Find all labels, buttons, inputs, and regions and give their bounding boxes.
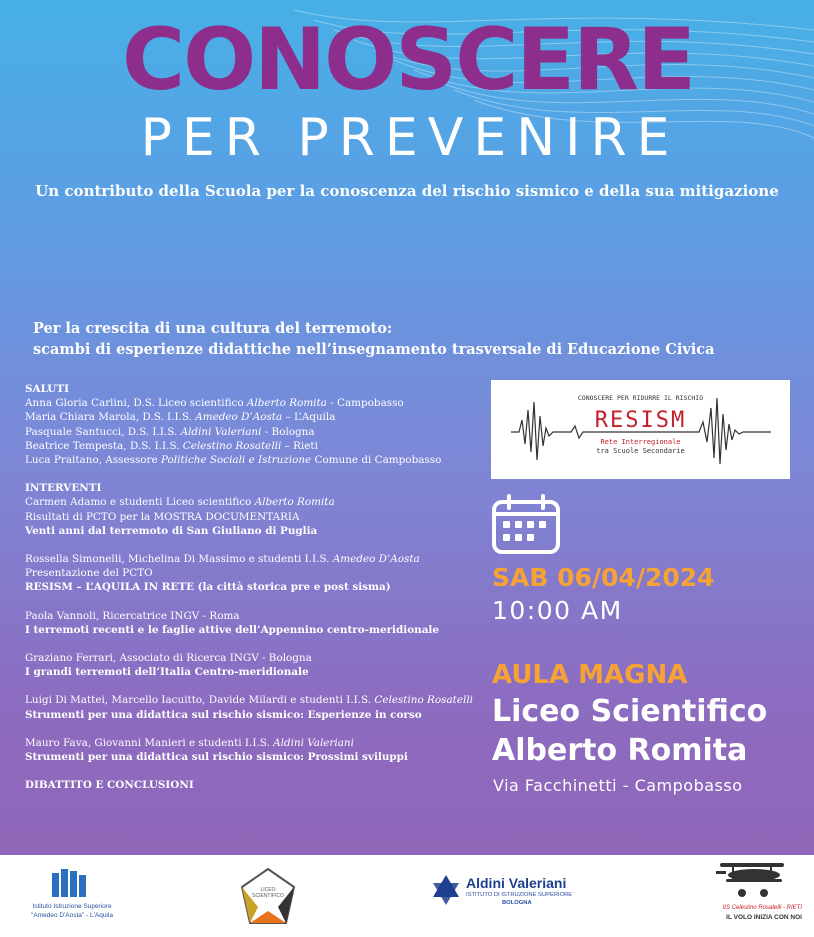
resism-line-2: tra Scuole Secondarie: [596, 447, 685, 455]
saluti-item: Maria Chiara Marola, D.S. I.I.S. Amedeo D’Aosta – L’Aquila: [25, 411, 336, 424]
intervento-title: Strumenti per una didattica sul rischio sismico: Prossimi sviluppi: [25, 751, 408, 764]
intervento-speaker: Graziano Ferrari, Associato di Ricerca INGV - Bologna: [25, 652, 312, 665]
poster-tagline: Un contributo della Scuola per la conoscenza del rischio sismico e della sua mitigazione: [35, 182, 779, 200]
intro-line-2: scambi di esperienze didattiche nell’insegnamento trasversale di Educazione Civica: [33, 341, 715, 358]
venue-heading: AULA MAGNA: [492, 660, 688, 690]
saluti-item: Anna Gloria Carlini, D.S. Liceo scientifico Alberto Romita - Campobasso: [25, 397, 404, 410]
saluti-item: Luca Praitano, Assessore Politiche Sociali e Istruzione Comune di Campobasso: [25, 454, 442, 467]
intervento-note: Presentazione del PCTO: [25, 567, 153, 580]
poster-subtitle: PER PREVENIRE: [140, 108, 680, 168]
intervento-speaker: Mauro Fava, Giovanni Manieri e studenti I.I.S. Aldini Valeriani: [25, 736, 354, 749]
intervento-speaker: Carmen Adamo e studenti Liceo scientifico Alberto Romita: [25, 496, 335, 509]
venue-address: Via Facchinetti - Campobasso: [493, 776, 743, 795]
intervento-title: RESISM – L’AQUILA IN RETE (la città storica pre e post sisma): [25, 581, 391, 594]
resism-top-text: CONOSCERE PER RIDURRE IL RISCHIO: [577, 394, 704, 402]
intervento-title: I grandi terremoti dell’Italia Centro-meridionale: [25, 666, 309, 679]
saluti-item: Beatrice Tempesta, D.S. I.I.S. Celestino Rosatelli – Rieti: [25, 439, 318, 452]
intervento-title: Venti anni dal terremoto di San Giuliano di Puglia: [25, 524, 318, 537]
airplane-icon: [712, 857, 792, 905]
logo-liceo-scientifico: LICEO SCIENTIFICO: [240, 867, 296, 927]
logo-amedeo-daosta: Istituto Istruzione Superiore "Amedeo D'Aosta" - L'Aquila: [22, 867, 122, 931]
resism-name: RESISM: [594, 408, 687, 433]
saluti-heading: SALUTI: [25, 383, 69, 395]
poster-title: CONOSCERE: [121, 10, 695, 110]
logo-aldini-valeriani: Aldini Valeriani ISTITUTO DI ISTRUZIONE SUPERIORE BOLOGNA: [432, 875, 582, 915]
school-building-icon: [50, 867, 90, 899]
resism-logo: [491, 380, 790, 479]
event-time: 10:00 AM: [492, 596, 623, 625]
intervento-speaker: Paola Vannoli, Ricercatrice INGV - Roma: [25, 609, 240, 622]
star-icon: [432, 875, 460, 905]
intervento-speaker: Luigi Di Mattei, Marcello Iacuitto, Davide Milardi e studenti I.I.S. Celestino Rosatelli: [25, 694, 473, 707]
resism-line-1: Rete Interregionale: [600, 438, 681, 446]
program-list: [25, 382, 475, 792]
closing-item: DIBATTITO E CONCLUSIONI: [25, 779, 194, 792]
sponsor-footer: [0, 855, 814, 937]
intro-line-1: Per la crescita di una cultura del terremoto:: [33, 320, 393, 337]
interventi-heading: INTERVENTI: [25, 482, 102, 495]
logo-celestino-rosatelli: IIS Celestino Rosatelli - RIETI IL VOLO INIZIA CON NOI: [702, 857, 802, 929]
event-date: SAB 06/04/2024: [492, 563, 715, 592]
calendar-icon: [491, 494, 561, 554]
intro-heading: [33, 318, 803, 360]
intervento-title: I terremoti recenti e le faglie attive dell’Appennino centro-meridionale: [25, 623, 439, 636]
venue-line-1: Liceo Scientifico: [492, 694, 768, 729]
intervento-note: Risultati di PCTO per la MOSTRA DOCUMENTARIA: [25, 510, 300, 523]
intervento-title: Strumenti per una didattica sul rischio sismico: Esperienze in corso: [25, 708, 422, 721]
intervento-speaker: Rossella Simonelli, Michelina Di Massimo e studenti I.I.S. Amedeo D’Aosta: [25, 553, 420, 566]
saluti-item: Pasquale Santucci, D.S. I.I.S. Aldini Valeriani - Bologna: [25, 425, 315, 438]
venue-line-2: Alberto Romita: [492, 733, 748, 768]
